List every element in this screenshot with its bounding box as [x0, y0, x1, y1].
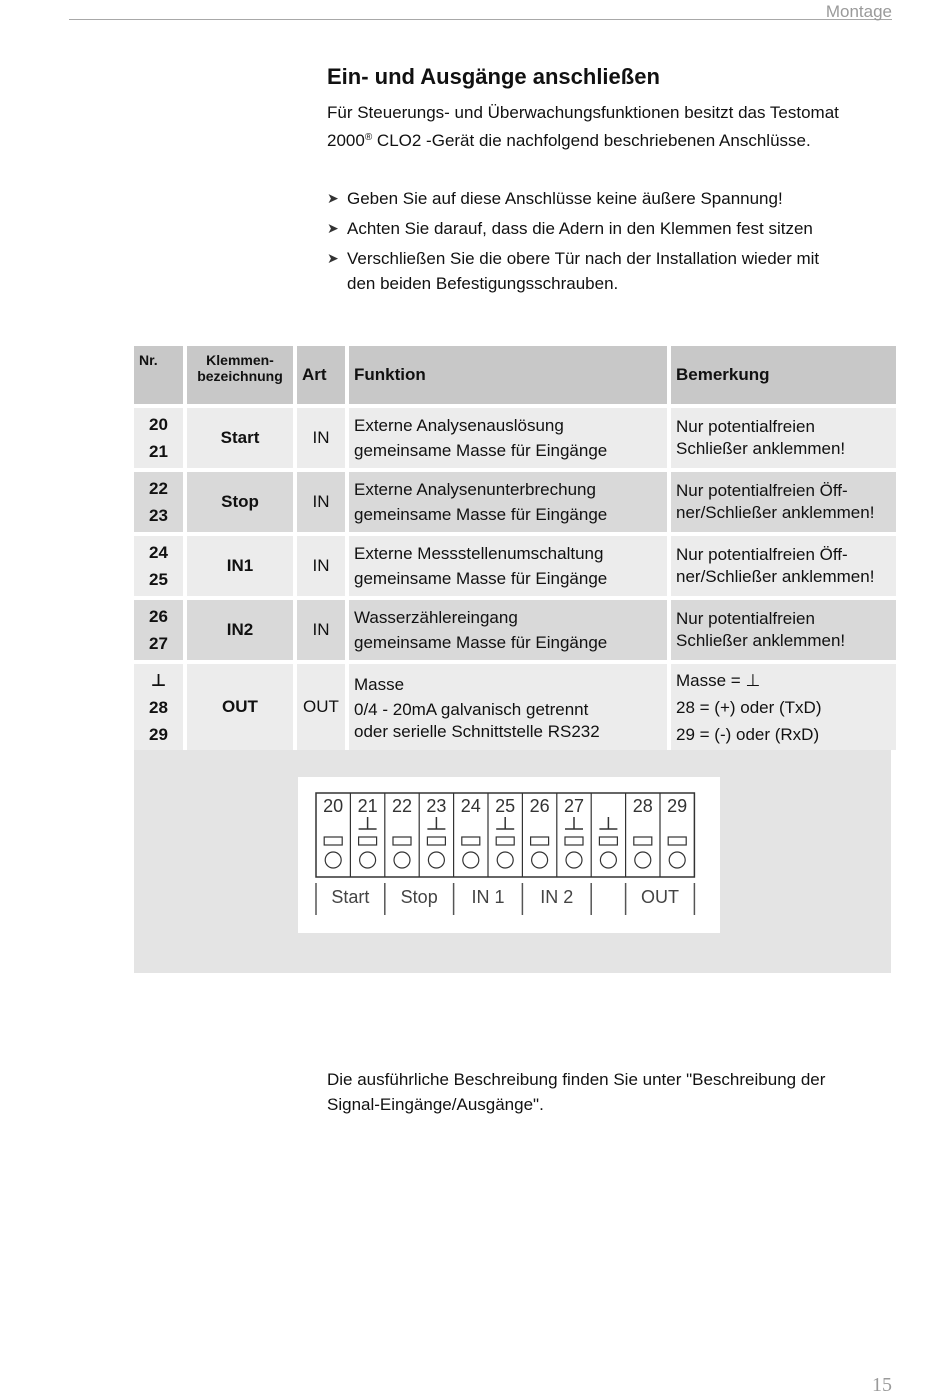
cell-art: IN	[297, 536, 345, 596]
terminal-slot-icon	[599, 837, 617, 845]
terminal-number-label: 28	[632, 796, 653, 816]
terminal-screw-icon	[497, 852, 513, 868]
terminal-screw-icon	[635, 852, 651, 868]
cell-bemerkung: Nur potentialfreien Öff- ner/Schließer anklemmen!	[671, 536, 896, 596]
cell-klemme: IN1	[187, 536, 293, 596]
cell-funktion: Externe Analysenauslösung gemeinsame Masse für Eingänge	[349, 408, 667, 468]
terminal-number-label: 22	[391, 796, 413, 816]
cell-art: IN	[297, 408, 345, 468]
terminal-slot-icon	[393, 837, 411, 845]
cell-nr: 22 23	[134, 472, 183, 532]
page-number: 15	[872, 1374, 892, 1396]
terminal-slot-icon	[324, 837, 342, 845]
registered-mark: ®	[364, 132, 373, 143]
header-klemmen: Klemmen- bezeichnung	[187, 346, 293, 404]
cell-nr: 20 21	[134, 408, 183, 468]
list-item: ➤ Achten Sie darauf, dass die Adern in den Klemmen fest sitzen	[327, 216, 887, 241]
terminal-screw-icon	[669, 852, 685, 868]
terminal-number-label: 26	[529, 796, 550, 816]
page-title: Ein- und Ausgänge anschließen	[327, 64, 660, 89]
arrow-bullet-icon: ➤	[327, 250, 339, 266]
cell-klemme: OUT	[187, 664, 293, 750]
terminal-table	[130, 342, 900, 754]
list-item: ➤ Verschließen Sie die obere Tür nach der Installation wieder mit den beiden Befestigungsschrauben.	[327, 246, 887, 296]
terminal-slot-icon	[531, 837, 549, 845]
arrow-bullet-icon: ➤	[327, 190, 339, 206]
terminal-screw-icon	[532, 852, 548, 868]
terminal-number-label: 27	[563, 796, 585, 816]
group-label: OUT	[641, 887, 679, 907]
cell-art: OUT	[297, 664, 345, 750]
cell-bemerkung: Masse = ⊥ 28 = (+) oder (TxD) 29 = (-) oder (RxD)	[671, 664, 896, 750]
terminal-screw-icon	[428, 852, 444, 868]
cell-funktion: Externe Analysenunterbrechung gemeinsame Masse für Eingänge	[349, 472, 667, 532]
outro-paragraph	[327, 1067, 887, 1117]
intro-line-1: Für Steuerungs- und Überwachungsfunktionen besitzt das Testomat	[327, 103, 839, 122]
cell-nr: 24 25	[134, 536, 183, 596]
terminal-screw-icon	[566, 852, 582, 868]
table-row	[134, 536, 896, 596]
cell-funktion: Masse 0/4 - 20mA galvanisch getrennt oder serielle Schnittstelle RS232	[349, 664, 667, 750]
outro-line-2: Signal-Eingänge/Ausgänge".	[327, 1095, 544, 1114]
cell-nr: 26 27	[134, 600, 183, 660]
cell-bemerkung: Nur potentialfreien Schließer anklemmen!	[671, 600, 896, 660]
table-row	[134, 472, 896, 532]
outro-line-1: Die ausführliche Beschreibung finden Sie unter "Beschreibung der	[327, 1070, 826, 1089]
terminal-screw-icon	[394, 852, 410, 868]
terminal-number-label: 29	[667, 796, 688, 816]
group-label: Start	[331, 887, 370, 907]
cell-bemerkung: Nur potentialfreien Öff- ner/Schließer anklemmen!	[671, 472, 896, 532]
intro-paragraph	[327, 100, 887, 153]
header-bemerkung: Bemerkung	[671, 346, 896, 404]
header-section-title: Montage	[825, 2, 892, 21]
header-nr: Nr.	[134, 346, 183, 404]
table-row	[134, 600, 896, 660]
terminal-slot-icon	[634, 837, 652, 845]
terminal-number-label: 20	[323, 796, 344, 816]
group-label: Stop	[400, 887, 438, 907]
terminal-slot-icon	[668, 837, 686, 845]
terminal-strip-drawing	[298, 777, 720, 933]
terminal-screw-icon	[600, 852, 616, 868]
cell-klemme: Stop	[187, 472, 293, 532]
group-label: IN 1	[471, 887, 505, 907]
terminal-screw-icon	[463, 852, 479, 868]
terminal-number-label: 24	[460, 796, 481, 816]
terminal-number-label: 23	[426, 796, 447, 816]
cell-art: IN	[297, 600, 345, 660]
header-art: Art	[297, 346, 345, 404]
terminal-slot-icon	[462, 837, 480, 845]
terminal-slot-icon	[496, 837, 514, 845]
terminal-number-label: 21	[357, 796, 378, 816]
warning-list	[327, 186, 887, 301]
intro-model-number: 2000	[327, 131, 365, 150]
cell-klemme: IN2	[187, 600, 293, 660]
intro-line-2	[327, 125, 887, 153]
cell-nr: ⊥ 28 29	[134, 664, 183, 750]
header-funktion: Funktion	[349, 346, 667, 404]
intro-line-2-rest: CLO2 -Gerät die nachfolgend beschriebenen Anschlüsse.	[372, 131, 811, 150]
group-label: IN 2	[540, 887, 574, 907]
terminal-slot-icon	[427, 837, 445, 845]
terminal-slot-icon	[359, 837, 377, 845]
header-rule	[69, 19, 892, 20]
cell-funktion: Externe Messstellenumschaltung gemeinsame Masse für Eingänge	[349, 536, 667, 596]
terminal-diagram	[298, 777, 720, 933]
terminal-slot-icon	[565, 837, 583, 845]
terminal-number-label: 25	[495, 796, 516, 816]
terminal-screw-icon	[325, 852, 341, 868]
table-row	[134, 664, 896, 750]
list-item: ➤ Geben Sie auf diese Anschlüsse keine äußere Spannung!	[327, 186, 887, 211]
terminal-screw-icon	[360, 852, 376, 868]
cell-art: IN	[297, 472, 345, 532]
arrow-bullet-icon: ➤	[327, 220, 339, 236]
cell-funktion: Wasserzählereingang gemeinsame Masse für Eingänge	[349, 600, 667, 660]
cell-klemme: Start	[187, 408, 293, 468]
cell-bemerkung: Nur potentialfreien Schließer anklemmen!	[671, 408, 896, 468]
table-row	[134, 408, 896, 468]
